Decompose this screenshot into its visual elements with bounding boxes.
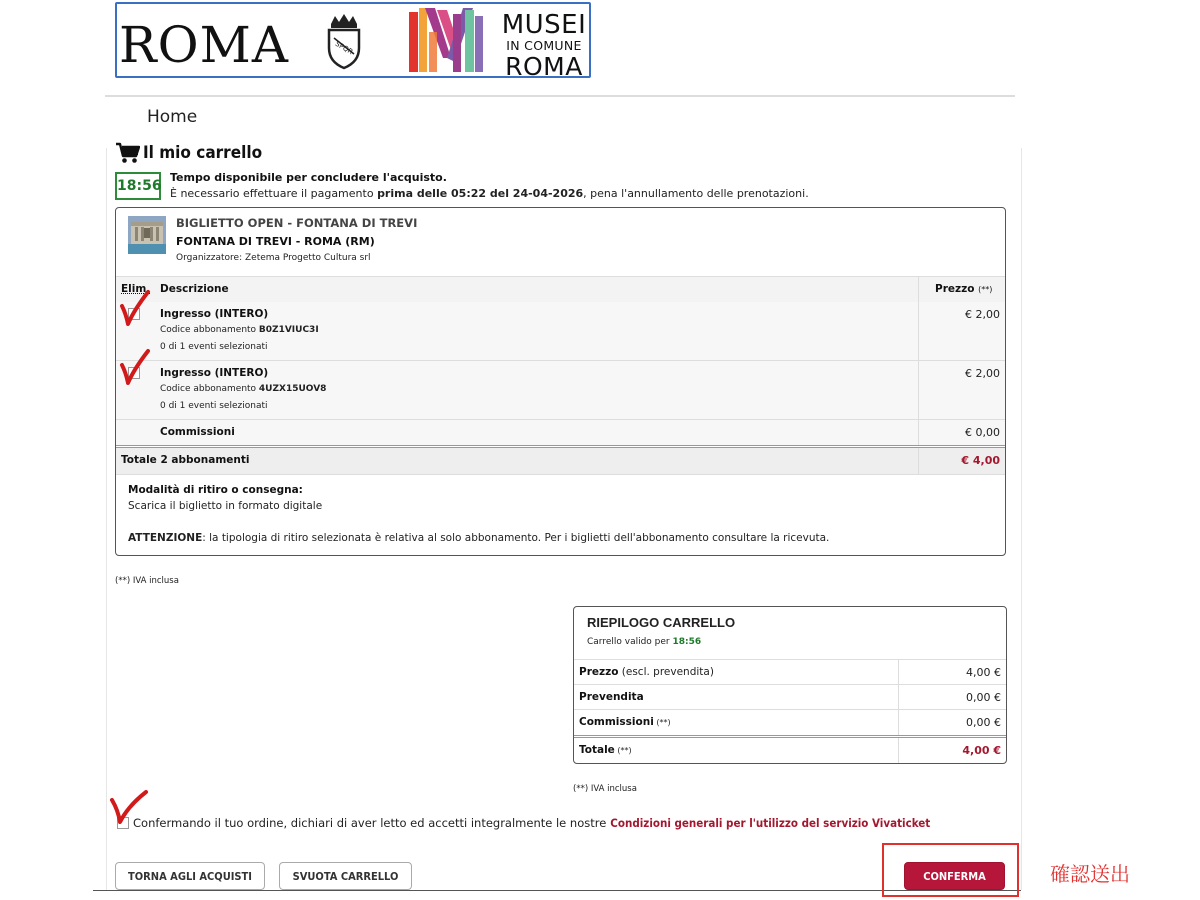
summary-label-extra: (**) xyxy=(653,718,671,727)
shopping-cart-icon xyxy=(116,142,140,164)
column-divider xyxy=(898,685,899,710)
delivery-heading: Modalità di ritiro o consegna: xyxy=(128,484,303,496)
item-code xyxy=(160,325,319,335)
terms-text: Confermando il tuo ordine, dichiari di aver letto ed accetti integralmente le nostre xyxy=(133,816,607,830)
timer-message: Tempo disponibile per concludere l'acquisto. xyxy=(170,171,447,184)
validity-prefix: Carrello valido per xyxy=(587,637,673,647)
commission-row xyxy=(116,420,1005,446)
column-divider xyxy=(898,660,899,685)
iva-note: (**) IVA inclusa xyxy=(115,576,179,586)
summary-value: 4,00 € xyxy=(966,666,1001,679)
musei-line3: ROMA xyxy=(505,51,583,81)
summary-label-extra: (escl. prevendita) xyxy=(618,666,714,678)
logo-bar[interactable] xyxy=(115,2,591,81)
column-divider xyxy=(918,302,919,360)
column-header-elim: Elim. xyxy=(121,283,151,295)
page-title: Il mio carrello xyxy=(143,143,263,163)
empty-cart-button[interactable]: SVUOTA CARRELLO xyxy=(279,862,412,890)
payment-deadline xyxy=(170,187,809,200)
validity-time: 18:56 xyxy=(672,637,702,647)
column-divider xyxy=(918,361,919,419)
musei-in-comune-logo xyxy=(501,12,587,79)
item-price: € 2,00 xyxy=(965,367,1000,380)
summary-label-bold: Prezzo xyxy=(579,666,619,678)
event-name: FONTANA DI TREVI - ROMA (RM) xyxy=(176,235,375,248)
deadline-suffix: , pena l'annullamento delle prenotazioni. xyxy=(583,187,809,200)
confirm-highlight-frame xyxy=(882,843,1019,897)
item-events: 0 di 1 eventi selezionati xyxy=(160,401,268,411)
price-header-note: (**) xyxy=(978,285,993,294)
item-code-label: Codice abbonamento xyxy=(160,384,259,394)
summary-row-total xyxy=(574,735,1006,764)
column-divider xyxy=(898,710,899,735)
deadline-bold: prima delle 05:22 del 24-04-2026 xyxy=(377,187,584,200)
attention-text: : la tipologia di ritiro selezionata è relativa al solo abbonamento. Per i biglietti dell'abbonamento consultare la ricevuta. xyxy=(202,532,830,544)
nav-home-link[interactable]: Home xyxy=(147,107,198,127)
back-to-shopping-button[interactable]: TORNA AGLI ACQUISTI xyxy=(115,862,265,890)
item-code-label: Codice abbonamento xyxy=(160,325,259,335)
cart-summary xyxy=(573,606,1007,764)
delivery-method: Scarica il biglietto in formato digitale xyxy=(128,500,323,512)
summary-label xyxy=(579,744,632,756)
commission-price: € 0,00 xyxy=(965,426,1000,439)
summary-row-price xyxy=(574,659,1006,685)
table-header xyxy=(116,276,1005,303)
fontana-di-trevi-thumbnail xyxy=(128,216,166,254)
item-code-value: 4UZX15UOV8 xyxy=(258,384,327,394)
terms-acceptance xyxy=(117,816,930,830)
summary-label-bold: Commissioni xyxy=(579,716,654,728)
summary-label-bold: Totale xyxy=(579,744,615,756)
content-border-right xyxy=(1021,148,1022,890)
spqr-crest-icon xyxy=(321,12,367,70)
countdown-timer: 18:56 xyxy=(115,172,161,200)
commission-label: Commissioni xyxy=(160,426,235,438)
musei-line2: IN COMUNE xyxy=(506,38,582,53)
price-header-label: Prezzo xyxy=(935,283,975,295)
fountain-image-icon xyxy=(128,216,166,254)
summary-label xyxy=(579,666,714,678)
musei-mm-logo-icon xyxy=(407,6,489,74)
item-code-value: B0Z1VIUC3I xyxy=(258,325,319,335)
event-type: BIGLIETTO OPEN - FONTANA DI TREVI xyxy=(176,216,418,230)
column-header-price xyxy=(935,283,992,295)
annotation-label: 確認送出 xyxy=(1050,862,1130,886)
summary-label xyxy=(579,716,671,728)
attention-bold: ATTENZIONE xyxy=(128,532,203,544)
item-code xyxy=(160,384,326,394)
summary-label xyxy=(579,691,644,703)
column-header-description: Descrizione xyxy=(160,283,229,295)
summary-validity xyxy=(587,637,701,647)
item-price: € 2,00 xyxy=(965,308,1000,321)
table-row xyxy=(116,302,1005,361)
column-divider xyxy=(898,738,899,764)
summary-value: 0,00 € xyxy=(966,716,1001,729)
total-label: Totale 2 abbonamenti xyxy=(121,454,250,466)
summary-row-presale xyxy=(574,684,1006,710)
confirm-button[interactable]: CONFERMA xyxy=(904,862,1005,890)
roma-logo-text: ROMA xyxy=(119,16,289,74)
summary-row-commissions xyxy=(574,709,1006,735)
column-divider xyxy=(918,448,919,474)
summary-total-value: 4,00 € xyxy=(962,744,1001,757)
total-price: € 4,00 xyxy=(961,454,1000,467)
summary-label-bold: Prevendita xyxy=(579,691,644,703)
ticket-card xyxy=(115,207,1006,556)
column-divider xyxy=(918,420,919,445)
summary-label-extra: (**) xyxy=(614,746,632,755)
red-checkmark-icon xyxy=(116,347,162,389)
musei-line1: MUSEI xyxy=(501,10,587,40)
red-checkmark-icon xyxy=(108,788,154,830)
cart-title xyxy=(116,142,262,164)
event-organizer: Organizzatore: Zetema Progetto Cultura srl xyxy=(176,253,371,263)
content-border-left xyxy=(106,148,107,890)
total-row xyxy=(116,447,1005,475)
deadline-prefix: È necessario effettuare il pagamento xyxy=(170,187,378,200)
item-events: 0 di 1 eventi selezionati xyxy=(160,342,268,352)
attention-note xyxy=(128,532,829,544)
terms-link[interactable]: Condizioni generali per l'utilizzo del servizio Vivaticket xyxy=(610,816,931,830)
red-checkmark-icon xyxy=(116,288,162,330)
item-title: Ingresso (INTERO) xyxy=(160,367,269,379)
table-row xyxy=(116,361,1005,420)
svg-text:SPQR: SPQR xyxy=(333,39,355,57)
iva-note: (**) IVA inclusa xyxy=(573,784,637,794)
summary-value: 0,00 € xyxy=(966,691,1001,704)
summary-title: RIEPILOGO CARRELLO xyxy=(587,615,736,630)
column-divider xyxy=(918,277,919,302)
item-title: Ingresso (INTERO) xyxy=(160,308,269,320)
nav-divider xyxy=(105,95,1015,97)
